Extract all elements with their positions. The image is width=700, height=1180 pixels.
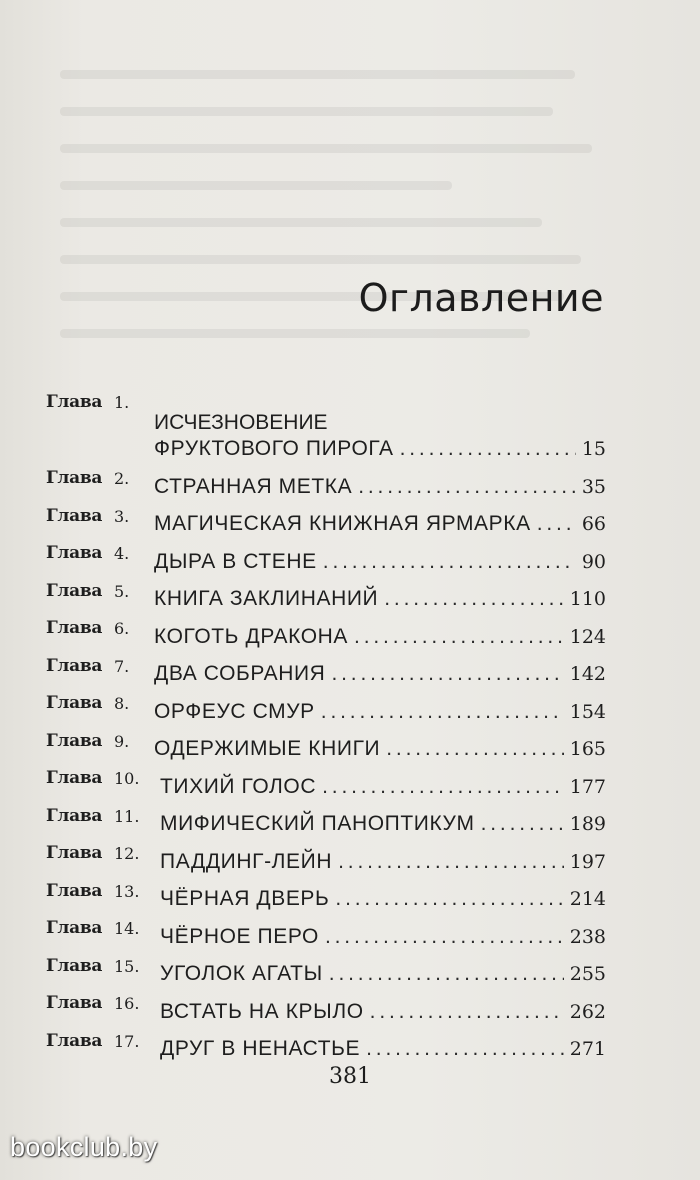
chapter-number: 9. xyxy=(114,731,130,751)
chapter-title: ОРФЕУС СМУР xyxy=(154,699,315,723)
chapter-number: 6. xyxy=(114,619,130,638)
chapter-title: ТИХИЙ ГОЛОС xyxy=(160,774,317,798)
chapter-number: 17. xyxy=(114,1031,140,1051)
toc-entry[interactable] xyxy=(46,462,606,500)
chapter-page: 110 xyxy=(569,588,606,610)
dot-leader xyxy=(331,661,563,687)
chapter-number: 13. xyxy=(114,881,140,901)
chapter-title: ЧЁРНОЕ ПЕРО xyxy=(160,924,319,948)
chapter-page: 177 xyxy=(569,775,606,798)
chapter-number: 8. xyxy=(114,694,130,713)
chapter-word: Глава xyxy=(46,843,103,863)
chapter-word: Глава xyxy=(46,805,103,826)
chapter-page: 124 xyxy=(569,625,606,648)
chapter-title: КОГОТЬ ДРАКОНА xyxy=(154,624,349,648)
dot-leader xyxy=(386,736,563,762)
chapter-title: УГОЛОК АГАТЫ xyxy=(160,962,323,985)
chapter-page: 238 xyxy=(569,925,606,948)
dot-leader xyxy=(325,924,564,950)
toc-entry[interactable] xyxy=(46,537,606,575)
chapter-word: Глава xyxy=(46,505,103,526)
chapter-number: 12. xyxy=(114,844,140,863)
chapter-page: 262 xyxy=(569,1000,606,1023)
chapter-word: Глава xyxy=(46,730,103,751)
dot-leader xyxy=(321,699,564,725)
chapter-number: 11. xyxy=(114,806,140,826)
toc-entry[interactable] xyxy=(46,800,606,838)
toc-entry[interactable] xyxy=(46,500,606,538)
chapter-word: Глава xyxy=(46,580,103,601)
dot-leader xyxy=(323,549,576,575)
dot-leader xyxy=(366,1036,564,1062)
chapter-title: СТРАННАЯ МЕТКА xyxy=(154,474,353,498)
chapter-title: КНИГА ЗАКЛИНАНИЙ xyxy=(154,587,379,610)
chapter-title: ИСЧЕЗНОВЕНИЕ xyxy=(154,411,328,434)
chapter-title: МАГИЧЕСКАЯ КНИЖНАЯ ЯРМАРКА xyxy=(154,512,531,535)
toc-entry[interactable] xyxy=(46,725,606,763)
chapter-page: 15 xyxy=(581,438,606,460)
toc-entry[interactable] xyxy=(46,1025,606,1063)
chapter-page: 165 xyxy=(569,738,606,760)
chapter-title: ОДЕРЖИМЫЕ КНИГИ xyxy=(154,737,381,760)
toc-entry[interactable] xyxy=(46,650,606,688)
toc-entry[interactable] xyxy=(46,612,606,650)
chapter-word: Глава xyxy=(46,392,103,412)
chapter-word: Глава xyxy=(46,655,103,676)
chapter-word: Глава xyxy=(46,918,103,938)
chapter-page: 271 xyxy=(569,1038,606,1060)
dot-leader xyxy=(400,436,576,462)
chapter-number: 5. xyxy=(114,581,130,601)
toc-title: Оглавление xyxy=(358,276,604,320)
chapter-number: 3. xyxy=(114,506,130,526)
chapter-word: Глава xyxy=(46,768,103,788)
show-through-text xyxy=(60,70,620,390)
chapter-word: Глава xyxy=(46,1030,103,1051)
chapter-word: Глава xyxy=(46,468,103,488)
toc-entry[interactable] xyxy=(46,987,606,1025)
toc-list xyxy=(46,386,606,1062)
chapter-number: 1. xyxy=(114,393,130,412)
chapter-page: 255 xyxy=(569,963,606,985)
toc-entry[interactable] xyxy=(46,912,606,950)
chapter-title-continued: ФРУКТОВОГО ПИРОГА xyxy=(154,437,394,460)
toc-entry[interactable] xyxy=(46,575,606,613)
dot-leader xyxy=(354,624,564,650)
chapter-title: МИФИЧЕСКИЙ ПАНОПТИКУМ xyxy=(160,812,475,835)
toc-entry[interactable] xyxy=(46,687,606,725)
chapter-title: ДВА СОБРАНИЯ xyxy=(154,662,326,685)
dot-leader xyxy=(370,999,564,1025)
chapter-word: Глава xyxy=(46,543,103,563)
chapter-page: 66 xyxy=(581,513,606,535)
chapter-number: 16. xyxy=(114,994,140,1013)
dot-leader xyxy=(322,774,564,800)
chapter-number: 15. xyxy=(114,956,140,976)
dot-leader xyxy=(537,511,576,537)
dot-leader xyxy=(481,811,564,837)
chapter-number: 10. xyxy=(114,769,140,788)
chapter-page: 197 xyxy=(569,850,606,873)
chapter-title: ДРУГ В НЕНАСТЬЕ xyxy=(160,1037,361,1060)
chapter-word: Глава xyxy=(46,880,103,901)
chapter-word: Глава xyxy=(46,618,103,638)
chapter-number: 2. xyxy=(114,469,130,488)
chapter-word: Глава xyxy=(46,993,103,1013)
toc-entry[interactable] xyxy=(46,875,606,913)
toc-entry[interactable] xyxy=(46,386,606,462)
page-number: 381 xyxy=(329,1064,371,1089)
dot-leader xyxy=(358,474,576,500)
toc-entry[interactable] xyxy=(46,762,606,800)
chapter-page: 214 xyxy=(569,888,606,910)
chapter-page: 90 xyxy=(581,550,606,573)
chapter-number: 4. xyxy=(114,544,130,563)
watermark: bookclub.by xyxy=(10,1132,158,1162)
dot-leader xyxy=(384,586,564,612)
dot-leader xyxy=(329,961,564,987)
toc-entry[interactable] xyxy=(46,837,606,875)
chapter-page: 142 xyxy=(569,663,606,685)
chapter-title: ПАДДИНГ-ЛЕЙН xyxy=(160,849,333,873)
toc-entry[interactable] xyxy=(46,950,606,988)
chapter-word: Глава xyxy=(46,693,103,713)
chapter-page: 189 xyxy=(569,813,606,835)
chapter-number: 7. xyxy=(114,656,130,676)
chapter-word: Глава xyxy=(46,955,103,976)
dot-leader xyxy=(335,886,563,912)
chapter-page: 35 xyxy=(581,475,606,498)
dot-leader xyxy=(338,849,564,875)
chapter-page: 154 xyxy=(569,700,606,723)
chapter-number: 14. xyxy=(114,919,140,938)
chapter-title: ЧЁРНАЯ ДВЕРЬ xyxy=(160,887,330,910)
chapter-title: ДЫРА В СТЕНЕ xyxy=(154,549,317,573)
chapter-title: ВСТАТЬ НА КРЫЛО xyxy=(160,999,364,1023)
